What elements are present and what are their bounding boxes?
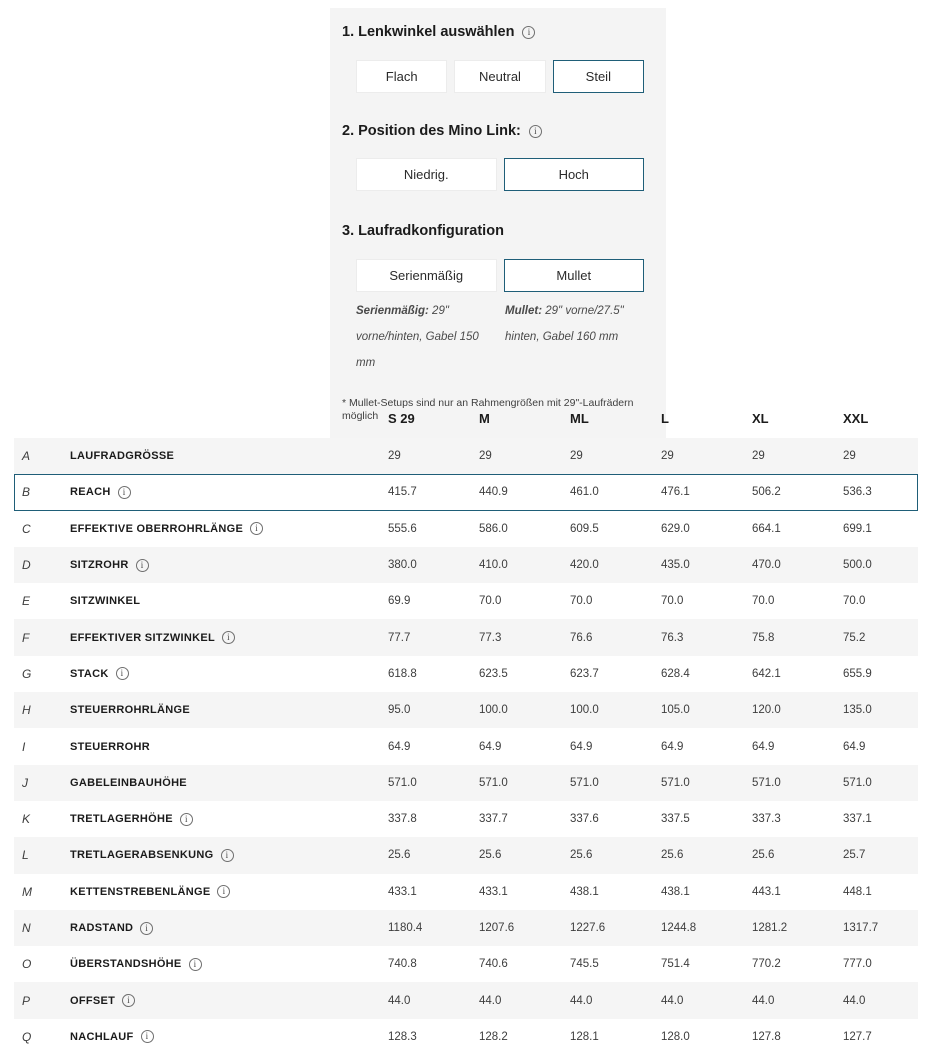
geometry-value: 44.0 xyxy=(388,994,411,1007)
row-label-text: SITZROHR xyxy=(70,559,129,572)
row-letter: P xyxy=(22,993,31,1008)
row-label xyxy=(70,559,388,572)
config-panel xyxy=(330,8,666,440)
geometry-value: 1180.4 xyxy=(388,922,423,934)
row-label-text: EFFEKTIVE OBERROHRLÄNGE xyxy=(70,522,244,535)
row-letter: E xyxy=(22,594,31,609)
option-button-serienmäßig[interactable]: Serienmäßig xyxy=(356,259,497,292)
geometry-value: 69.9 xyxy=(388,595,411,608)
geometry-value: 470.0 xyxy=(752,559,781,572)
option-button-flach[interactable]: Flach xyxy=(356,60,447,93)
row-label xyxy=(70,777,388,789)
option-descriptions xyxy=(356,299,644,377)
geometry-value: 623.5 xyxy=(479,667,508,680)
geometry-value: 664.1 xyxy=(752,522,781,535)
geometry-value: 571.0 xyxy=(661,776,690,789)
geometry-value: 128.0 xyxy=(661,1030,690,1043)
geometry-value: 76.6 xyxy=(570,631,593,644)
info-icon[interactable]: i xyxy=(180,813,193,826)
geometry-value: 420.0 xyxy=(570,559,599,572)
column-header-ml: ML xyxy=(570,410,589,426)
table-row-radstand[interactable] xyxy=(14,910,918,946)
column-header-s-29: S 29 xyxy=(388,410,415,426)
geometry-value: 777.0 xyxy=(843,958,872,971)
geometry-value: 536.3 xyxy=(843,486,872,499)
table-row-sitzwinkel[interactable] xyxy=(14,583,918,619)
column-header-l: L xyxy=(661,410,669,426)
geometry-value: 77.3 xyxy=(479,631,502,644)
table-row-offset[interactable] xyxy=(14,982,918,1018)
geometry-value: 740.6 xyxy=(479,958,508,971)
option-button-steil[interactable]: Steil xyxy=(553,60,644,93)
section-mino-link xyxy=(342,123,654,192)
row-label xyxy=(70,849,388,862)
row-label xyxy=(70,522,388,535)
geometry-value: 1227.6 xyxy=(570,922,606,934)
geometry-value: 70.0 xyxy=(570,595,593,608)
row-label xyxy=(70,450,388,462)
row-label xyxy=(70,631,388,644)
geometry-value: 128.1 xyxy=(570,1030,599,1043)
description-text: 29" vorne/hinten, Gabel 150 mm xyxy=(356,305,479,369)
option-button-neutral[interactable]: Neutral xyxy=(454,60,545,93)
geometry-value: 438.1 xyxy=(570,885,599,898)
description-lead: Serienmäßig: xyxy=(356,305,429,318)
info-icon[interactable]: i xyxy=(189,958,202,971)
column-header-m: M xyxy=(479,410,490,426)
option-button-hoch[interactable]: Hoch xyxy=(504,158,645,191)
geometry-value: 1244.8 xyxy=(661,922,697,934)
table-row-kettenstrebenlänge[interactable] xyxy=(14,874,918,910)
geometry-value: 623.7 xyxy=(570,667,599,680)
row-label xyxy=(70,595,388,607)
geometry-value: 75.8 xyxy=(752,631,775,644)
row-letter: M xyxy=(22,884,32,899)
table-row-tretlagerabsenkung[interactable] xyxy=(14,837,918,873)
geometry-value: 64.9 xyxy=(479,740,502,753)
serienmaessig-description xyxy=(356,299,495,377)
row-label-text: STACK xyxy=(70,667,109,680)
geometry-value: 1317.7 xyxy=(843,922,879,934)
geometry-value: 699.1 xyxy=(843,522,872,535)
table-row-effektive-oberrohrlänge[interactable] xyxy=(14,511,918,547)
geometry-value: 29 xyxy=(752,450,765,463)
geometry-value: 44.0 xyxy=(661,994,684,1007)
row-label-text: STEUERROHR xyxy=(70,740,151,753)
geometry-value: 571.0 xyxy=(752,776,781,789)
geometry-value: 70.0 xyxy=(661,595,684,608)
geometry-value: 655.9 xyxy=(843,667,872,680)
geometry-value: 337.3 xyxy=(752,813,781,826)
geometry-value: 70.0 xyxy=(479,595,502,608)
geometry-value: 443.1 xyxy=(752,885,781,898)
geometry-value: 415.7 xyxy=(388,486,417,499)
row-letter: C xyxy=(22,521,31,536)
geometry-value: 25.7 xyxy=(843,849,866,862)
geometry-value: 128.3 xyxy=(388,1030,417,1043)
geometry-value: 751.4 xyxy=(661,958,690,971)
geometry-value: 100.0 xyxy=(570,704,599,717)
geometry-value: 337.1 xyxy=(843,813,872,826)
row-label-text: ÜBERSTANDSHÖHE xyxy=(70,958,182,971)
lenkwinkel-options xyxy=(356,60,644,93)
geometry-value: 571.0 xyxy=(570,776,599,789)
geometry-value: 25.6 xyxy=(388,849,411,862)
geometry-value: 120.0 xyxy=(752,704,781,717)
option-button-mullet[interactable]: Mullet xyxy=(504,259,645,292)
table-row-effektiver-sitzwinkel[interactable] xyxy=(14,619,918,655)
row-label-text: KETTENSTREBENLÄNGE xyxy=(70,885,211,898)
info-icon[interactable]: i xyxy=(118,486,131,499)
geometry-value: 29 xyxy=(843,450,856,463)
geometry-value: 29 xyxy=(388,450,401,463)
geometry-value: 609.5 xyxy=(570,522,599,535)
table-row-stack[interactable] xyxy=(14,656,918,692)
column-header-xl: XL xyxy=(752,410,769,426)
geometry-value: 25.6 xyxy=(479,849,502,862)
table-row-nachlauf[interactable] xyxy=(14,1019,918,1055)
geometry-value: 380.0 xyxy=(388,559,417,572)
geometry-value: 337.6 xyxy=(570,813,599,826)
row-letter: Q xyxy=(22,1029,32,1044)
table-row-gabeleinbauhöhe[interactable] xyxy=(14,765,918,801)
row-label-text: OFFSET xyxy=(70,994,116,1007)
geometry-value: 337.8 xyxy=(388,813,417,826)
row-label xyxy=(70,486,388,499)
geometry-value: 433.1 xyxy=(388,885,417,898)
option-button-niedrig[interactable]: Niedrig. xyxy=(356,158,497,191)
description-lead: Mullet: xyxy=(505,305,543,318)
geometry-value: 64.9 xyxy=(843,740,866,753)
description-text: 29" vorne/27.5" hinten, Gabel 160 mm xyxy=(505,305,624,343)
section-laufradkonfiguration xyxy=(342,223,654,376)
geometry-value: 100.0 xyxy=(479,704,508,717)
row-letter: G xyxy=(22,666,32,681)
info-icon[interactable]: i xyxy=(522,26,535,39)
section-title-text: 2. Position des Mino Link: xyxy=(342,122,521,139)
geometry-value: 740.8 xyxy=(388,958,417,971)
geometry-value: 476.1 xyxy=(661,486,690,499)
row-label xyxy=(70,994,388,1007)
geometry-value: 44.0 xyxy=(570,994,593,1007)
row-letter: H xyxy=(22,703,31,718)
info-icon[interactable]: i xyxy=(217,885,230,898)
row-label-text: RADSTAND xyxy=(70,922,134,934)
row-label-text: TRETLAGERHÖHE xyxy=(70,813,173,826)
geometry-value: 410.0 xyxy=(479,559,508,572)
info-icon[interactable]: i xyxy=(116,667,129,680)
row-letter: B xyxy=(22,485,31,500)
table-body xyxy=(14,438,918,1055)
geometry-value: 433.1 xyxy=(479,885,508,898)
mino-link-options xyxy=(356,158,644,191)
geometry-value: 70.0 xyxy=(752,595,775,608)
laufrad-options xyxy=(356,259,644,292)
geometry-value: 1207.6 xyxy=(479,922,515,934)
info-icon[interactable]: i xyxy=(221,849,234,862)
table-row-tretlagerhöhe[interactable] xyxy=(14,801,918,837)
row-label-text: REACH xyxy=(70,486,111,499)
section-lenkwinkel xyxy=(342,24,654,93)
info-icon[interactable]: i xyxy=(141,1030,154,1043)
geometry-value: 128.2 xyxy=(479,1030,508,1043)
row-label-text: EFFEKTIVER SITZWINKEL xyxy=(70,631,216,644)
row-label xyxy=(70,885,388,898)
row-label-text: TRETLAGERABSENKUNG xyxy=(70,849,214,862)
geometry-value: 461.0 xyxy=(570,486,599,499)
geometry-value: 770.2 xyxy=(752,958,781,971)
geometry-value: 77.7 xyxy=(388,631,411,644)
geometry-value: 70.0 xyxy=(843,595,866,608)
geometry-value: 64.9 xyxy=(570,740,593,753)
table-row-steuerrohrlänge[interactable] xyxy=(14,692,918,728)
row-letter: D xyxy=(22,558,31,573)
row-label xyxy=(70,667,388,680)
row-label xyxy=(70,922,388,935)
row-label-text: SITZWINKEL xyxy=(70,595,141,608)
row-label xyxy=(70,741,388,753)
row-label xyxy=(70,704,388,716)
row-label-text: LAUFRADGRÖSSE xyxy=(70,450,175,463)
geometry-value: 506.2 xyxy=(752,486,781,499)
column-header-xxl: XXL xyxy=(843,410,869,426)
row-label-text: GABELEINBAUHÖHE xyxy=(70,776,187,789)
geometry-value: 44.0 xyxy=(843,994,866,1007)
table-row-überstandshöhe[interactable] xyxy=(14,946,918,982)
info-icon[interactable]: i xyxy=(122,994,135,1007)
info-icon[interactable]: i xyxy=(140,922,153,935)
row-letter: A xyxy=(22,449,31,464)
section-title-lenkwinkel xyxy=(342,24,654,41)
table-row-laufradgrösse[interactable] xyxy=(14,438,918,474)
table-row-sitzrohr[interactable] xyxy=(14,547,918,583)
geometry-value: 127.8 xyxy=(752,1030,781,1043)
geometry-value: 127.7 xyxy=(843,1030,872,1043)
section-title-text: 3. Laufradkonfiguration xyxy=(342,223,504,240)
geometry-value: 44.0 xyxy=(479,994,502,1007)
table-row-steuerrohr[interactable] xyxy=(14,728,918,764)
geometry-value: 571.0 xyxy=(843,776,872,789)
geometry-value: 29 xyxy=(570,450,583,463)
geometry-value: 435.0 xyxy=(661,559,690,572)
geometry-value: 135.0 xyxy=(843,704,872,717)
geometry-value: 571.0 xyxy=(479,776,508,789)
geometry-value: 1281.2 xyxy=(752,922,788,934)
geometry-value: 337.7 xyxy=(479,813,508,826)
table-header-row xyxy=(14,398,918,438)
row-letter: O xyxy=(22,957,32,972)
table-row-reach[interactable] xyxy=(14,474,918,510)
geometry-value: 25.6 xyxy=(752,849,775,862)
geometry-value: 64.9 xyxy=(661,740,684,753)
geometry-table xyxy=(14,398,918,1055)
geometry-value: 555.6 xyxy=(388,522,417,535)
row-label-text: NACHLAUF xyxy=(70,1030,134,1043)
geometry-value: 618.8 xyxy=(388,667,417,680)
section-title-laufradkonfiguration xyxy=(342,223,654,240)
geometry-value: 745.5 xyxy=(570,958,599,971)
row-letter: F xyxy=(22,630,30,645)
geometry-value: 29 xyxy=(661,450,674,463)
geometry-value: 337.5 xyxy=(661,813,690,826)
info-icon[interactable]: i xyxy=(136,559,149,572)
geometry-value: 571.0 xyxy=(388,776,417,789)
geometry-value: 586.0 xyxy=(479,522,508,535)
mullet-footnote: * Mullet-Setups sind nur an Rahmengrößen mit 29"-Laufrädern möglich xyxy=(342,396,634,423)
row-letter: I xyxy=(22,739,26,754)
row-label xyxy=(70,813,388,826)
info-icon[interactable]: i xyxy=(529,125,542,138)
geometry-value: 64.9 xyxy=(752,740,775,753)
geometry-value: 64.9 xyxy=(388,740,411,753)
section-title-text: 1. Lenkwinkel auswählen xyxy=(342,24,515,40)
row-letter: K xyxy=(22,812,31,827)
geometry-value: 75.2 xyxy=(843,631,866,644)
row-letter: L xyxy=(22,848,29,863)
row-letter: J xyxy=(22,775,28,790)
row-letter: N xyxy=(22,921,31,935)
geometry-value: 448.1 xyxy=(843,885,872,898)
geometry-value: 95.0 xyxy=(388,704,411,717)
info-icon[interactable]: i xyxy=(222,631,235,644)
geometry-value: 44.0 xyxy=(752,994,775,1007)
geometry-value: 642.1 xyxy=(752,667,781,680)
geometry-value: 629.0 xyxy=(661,522,690,535)
geometry-value: 440.9 xyxy=(479,486,508,499)
row-label xyxy=(70,1030,388,1043)
geometry-value: 105.0 xyxy=(661,704,690,717)
geometry-value: 29 xyxy=(479,450,492,463)
section-title-mino-link xyxy=(342,123,654,140)
geometry-value: 438.1 xyxy=(661,885,690,898)
row-label xyxy=(70,958,388,971)
geometry-value: 25.6 xyxy=(661,849,684,862)
geometry-value: 500.0 xyxy=(843,559,872,572)
mullet-description xyxy=(505,299,644,377)
geometry-value: 25.6 xyxy=(570,849,593,862)
info-icon[interactable]: i xyxy=(250,522,263,535)
geometry-value: 76.3 xyxy=(661,631,684,644)
geometry-value: 628.4 xyxy=(661,667,690,680)
row-label-text: STEUERROHRLÄNGE xyxy=(70,704,191,717)
